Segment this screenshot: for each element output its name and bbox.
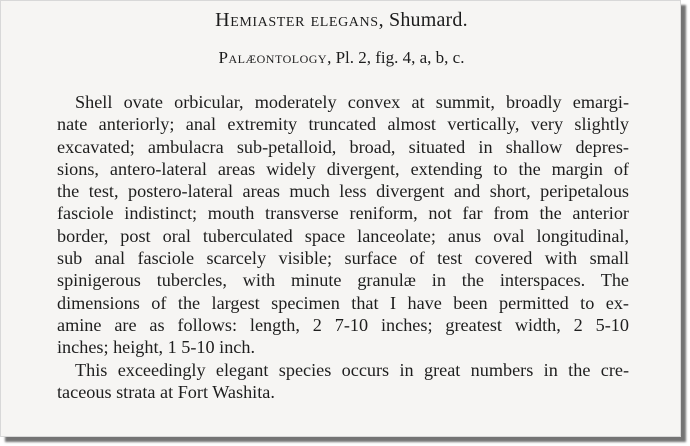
text-line: This exceedingly elegant species occurs in great numbers in the cre- bbox=[75, 359, 629, 380]
species-name: Hemiaster elegans bbox=[215, 9, 379, 31]
text-line: the test, postero-lateral areas much less divergent and short, peripetalous bbox=[57, 181, 629, 202]
text-line: excavated; ambulacra sub-petalloid, broad, situated in shallow depres- bbox=[57, 136, 629, 157]
species-heading bbox=[1, 9, 682, 32]
text-line: border, post oral tuberculated space lanceolate; anus oval longitudinal, bbox=[57, 225, 629, 246]
text-line: spinigerous tubercles, with minute granulæ in the interspaces. The bbox=[57, 270, 629, 291]
text-line: sub anal fasciole scarcely visible; surface of test covered with small bbox=[57, 248, 629, 269]
text-line: amine are as follows: length, 2 7-10 inches; greatest width, 2 5-10 bbox=[57, 314, 629, 335]
text-line: sions, antero-lateral areas widely divergent, extending to the margin of bbox=[57, 158, 629, 179]
plate-reference bbox=[1, 48, 682, 68]
text-line: taceous strata at Fort Washita. bbox=[57, 381, 275, 402]
text-line: nate anteriorly; anal extremity truncated almost vertically, very slightly bbox=[57, 114, 629, 135]
description-body bbox=[57, 91, 629, 403]
text-line: fasciole indistinct; mouth transverse reniform, not far from the anterior bbox=[57, 203, 629, 224]
reference-detail: , Pl. 2, fig. 4, a, b, c. bbox=[327, 48, 465, 67]
text-line: dimensions of the largest specimen that I have been permitted to ex- bbox=[57, 292, 629, 313]
species-author: , Shumard. bbox=[378, 9, 468, 31]
reference-source: Palæontology bbox=[218, 48, 328, 67]
text-line: inches; height, 1 5-10 inch. bbox=[57, 337, 256, 358]
text-line: Shell ovate orbicular, moderately convex at summit, broadly emargi- bbox=[75, 92, 629, 112]
